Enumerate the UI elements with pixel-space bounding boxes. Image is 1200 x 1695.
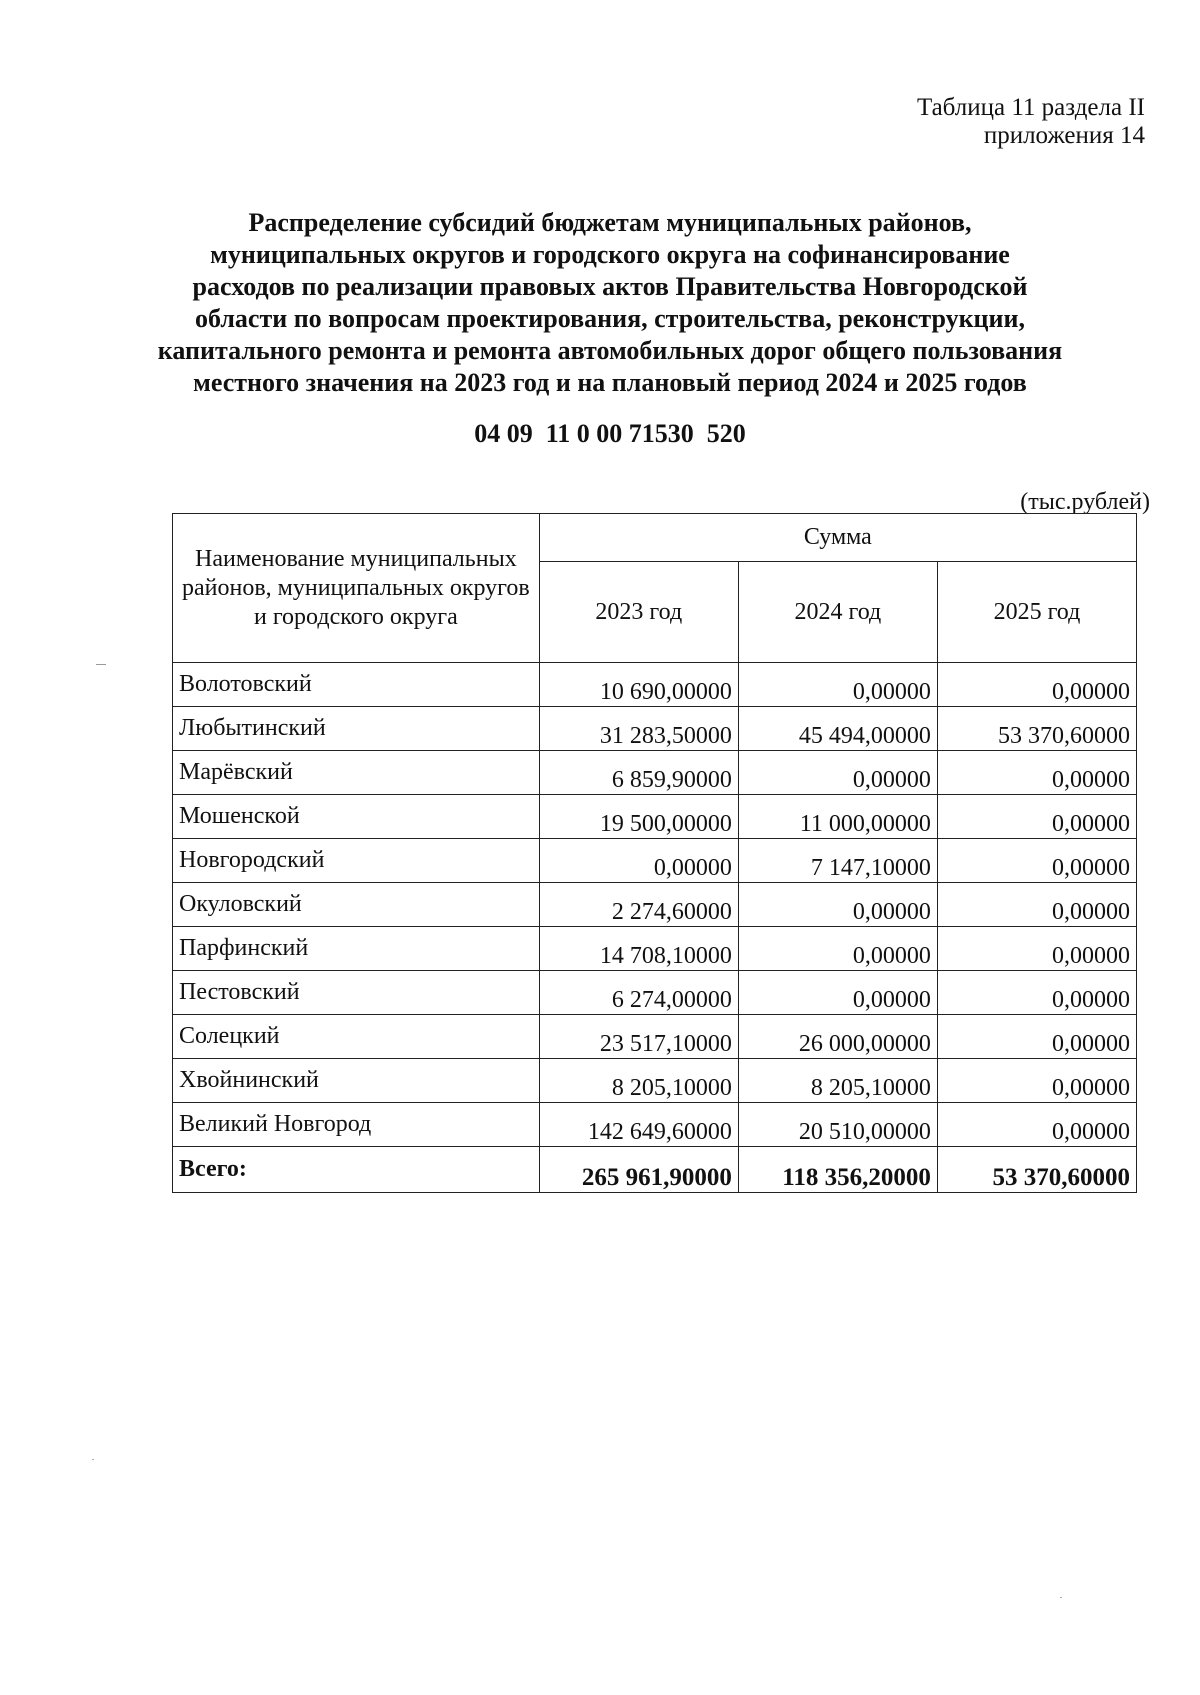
subsidy-table (172, 513, 1137, 1193)
table-row (173, 1103, 1137, 1147)
amount-cell-2024: 26 000,00000 (738, 1015, 937, 1059)
amount-cell-2023: 31 283,50000 (539, 707, 738, 751)
amount-cell-2025: 0,00000 (937, 1103, 1136, 1147)
amount-cell-2023: 19 500,00000 (539, 795, 738, 839)
title-line: капитального ремонта и ремонта автомобильных дорог общего пользования (157, 336, 1063, 365)
district-name-cell: Хвойнинский (173, 1059, 540, 1103)
total-amount-2025: 53 370,60000 (937, 1147, 1136, 1193)
scan-mark (1060, 1597, 1062, 1598)
budget-classification-code: 04 09 11 0 00 71530 520 (474, 419, 746, 448)
column-header-sum: Сумма (539, 514, 1136, 562)
amount-cell-2025: 0,00000 (937, 971, 1136, 1015)
title-line: Распределение субсидий бюджетам муниципальных районов, (248, 208, 972, 237)
amount-cell-2024: 7 147,10000 (738, 839, 937, 883)
table-row (173, 971, 1137, 1015)
amount-cell-2025: 0,00000 (937, 795, 1136, 839)
table-row (173, 795, 1137, 839)
district-name-cell: Мошенской (173, 795, 540, 839)
district-name-cell: Парфинский (173, 927, 540, 971)
amount-cell-2025: 0,00000 (937, 1059, 1136, 1103)
amount-cell-2024: 0,00000 (738, 883, 937, 927)
column-header-2025: 2025 год (937, 562, 1136, 663)
title-line: области по вопросам проектирования, строительства, реконструкции, (194, 304, 1026, 333)
amount-cell-2023: 14 708,10000 (539, 927, 738, 971)
district-name-cell: Новгородский (173, 839, 540, 883)
district-name-cell: Марёвский (173, 751, 540, 795)
reference-line: приложения 14 (983, 122, 1145, 149)
amount-cell-2023: 8 205,10000 (539, 1059, 738, 1103)
total-label: Всего: (173, 1147, 540, 1193)
amount-cell-2024: 0,00000 (738, 971, 937, 1015)
district-name-cell: Великий Новгород (173, 1103, 540, 1147)
reference-line: Таблица 11 раздела II (916, 94, 1145, 121)
amount-cell-2025: 53 370,60000 (937, 707, 1136, 751)
amount-cell-2025: 0,00000 (937, 663, 1136, 707)
amount-cell-2024: 8 205,10000 (738, 1059, 937, 1103)
table-row (173, 707, 1137, 751)
amount-cell-2023: 6 859,90000 (539, 751, 738, 795)
table-row (173, 1015, 1137, 1059)
district-name-cell: Волотовский (173, 663, 540, 707)
amount-cell-2024: 0,00000 (738, 663, 937, 707)
units-label: (тыс.рублей) (1020, 489, 1150, 515)
amount-cell-2025: 0,00000 (937, 839, 1136, 883)
title-line: расходов по реализации правовых актов Правительства Новгородской (192, 272, 1028, 301)
amount-cell-2023: 6 274,00000 (539, 971, 738, 1015)
column-header-name: Наименование муниципальных районов, муниципальных округов и городского округа (173, 514, 540, 663)
total-amount-2024: 118 356,20000 (738, 1147, 937, 1193)
table-row (173, 663, 1137, 707)
amount-cell-2023: 142 649,60000 (539, 1103, 738, 1147)
title-line: муниципальных округов и городского округа на софинансирование (210, 240, 1010, 269)
table-body (173, 663, 1137, 1193)
column-header-2023: 2023 год (539, 562, 738, 663)
amount-cell-2024: 11 000,00000 (738, 795, 937, 839)
amount-cell-2023: 10 690,00000 (539, 663, 738, 707)
amount-cell-2023: 0,00000 (539, 839, 738, 883)
table-reference (917, 94, 1145, 150)
amount-cell-2025: 0,00000 (937, 927, 1136, 971)
total-row (173, 1147, 1137, 1193)
amount-cell-2024: 0,00000 (738, 927, 937, 971)
amount-cell-2024: 45 494,00000 (738, 707, 937, 751)
amount-cell-2025: 0,00000 (937, 883, 1136, 927)
amount-cell-2023: 2 274,60000 (539, 883, 738, 927)
amount-cell-2025: 0,00000 (937, 1015, 1136, 1059)
scan-mark (92, 1459, 94, 1460)
document-title (150, 207, 1070, 399)
district-name-cell: Пестовский (173, 971, 540, 1015)
amount-cell-2024: 0,00000 (738, 751, 937, 795)
district-name-cell: Солецкий (173, 1015, 540, 1059)
amount-cell-2024: 20 510,00000 (738, 1103, 937, 1147)
total-amount-2023: 265 961,90000 (539, 1147, 738, 1193)
district-name-cell: Любытинский (173, 707, 540, 751)
table-row (173, 927, 1137, 971)
amount-cell-2023: 23 517,10000 (539, 1015, 738, 1059)
scan-mark (96, 664, 106, 665)
table-row (173, 751, 1137, 795)
district-name-cell: Окуловский (173, 883, 540, 927)
table-row (173, 1059, 1137, 1103)
table-row (173, 839, 1137, 883)
table-row (173, 883, 1137, 927)
amount-cell-2025: 0,00000 (937, 751, 1136, 795)
column-header-2024: 2024 год (738, 562, 937, 663)
title-line: местного значения на 2023 год и на плановый период 2024 и 2025 годов (193, 368, 1027, 397)
